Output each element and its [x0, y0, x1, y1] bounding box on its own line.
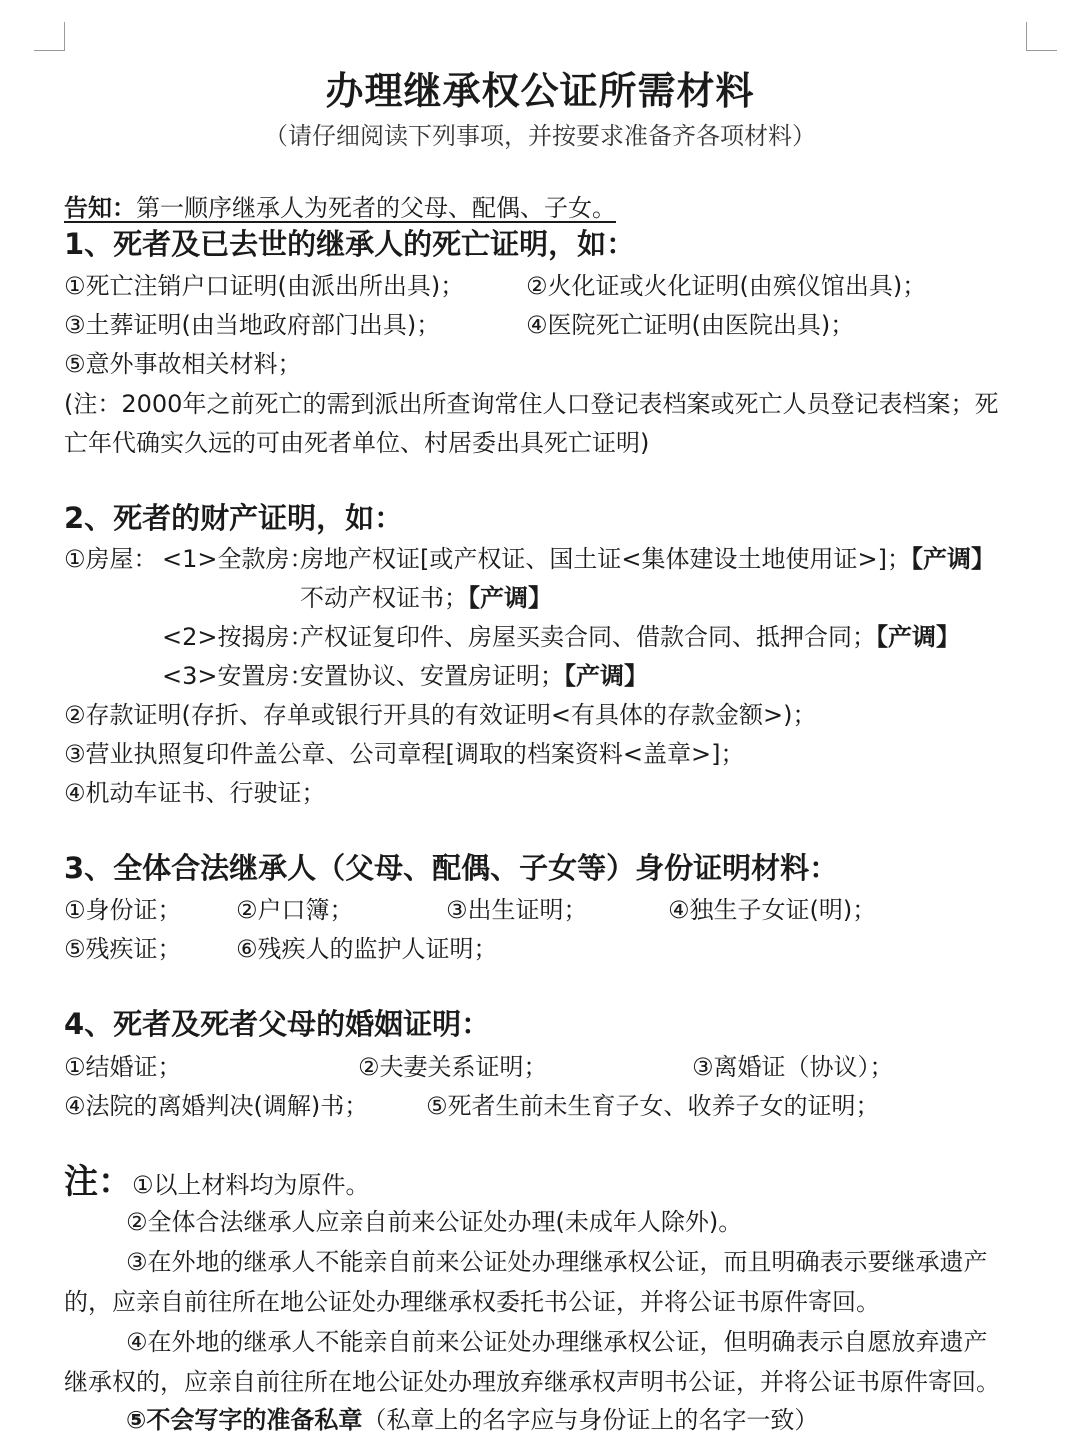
section1-heading: 1、死者及已去世的继承人的死亡证明，如：: [64, 227, 636, 261]
notes-label: 注：: [64, 1162, 132, 1202]
section4-item: ⑤死者生前未生育子女、收养子女的证明；: [426, 1092, 880, 1120]
section2-heading: 2、死者的财产证明，如：: [64, 501, 404, 535]
section1-note-line2: 亡年代确实久远的可由死者单位、村居委出具死亡证明): [64, 429, 650, 457]
note-4-line2: 继承权的，应亲自前往所在地公证处办理放弃继承权声明书公证，并将公证书原件寄回。: [64, 1368, 1000, 1396]
note-3-line2: 的，应亲自前往所在地公证处办理继承权委托书公证，并将公证书原件寄回。: [64, 1288, 880, 1316]
note-4-line1: ④在外地的继承人不能亲自前来公证处办理继承权公证，但明确表示自愿放弃遗产: [126, 1328, 988, 1356]
note-3-line1: ③在外地的继承人不能亲自前来公证处办理继承权公证，而且明确表示要继承遗产: [126, 1248, 988, 1276]
section4-heading: 4、死者及死者父母的婚姻证明：: [64, 1007, 491, 1041]
property-search-tag: 【产调】: [564, 662, 648, 690]
section2-item: ③营业执照复印件盖公章、公司章程[调取的档案资料<盖章>]；: [64, 740, 745, 768]
section2-item: ④机动车证书、行驶证；: [64, 779, 326, 807]
property-search-tag: 【产调】: [910, 545, 995, 573]
section3-item: ④独生子女证(明)；: [668, 896, 877, 924]
section3-item: ①身份证；: [64, 896, 182, 924]
section4-item: ①结婚证；: [64, 1053, 182, 1081]
note-1: ①以上材料均为原件。: [132, 1171, 370, 1199]
house-label: ①房屋：: [64, 545, 158, 573]
notes-first-line: [64, 1162, 370, 1205]
house-type-mortgage-text: [300, 621, 960, 653]
note-5-rest: （私章上的名字应与身份证上的名字一致）: [362, 1406, 819, 1434]
house-type-resettle-label: <3>安置房：: [162, 662, 314, 690]
house-full-docs-2: 不动产权证书；: [300, 584, 468, 612]
page-corner-mark-top-left: [34, 22, 65, 51]
note-5-bold: ⑤不会写字的准备私章: [126, 1406, 363, 1434]
section4-item: ②夫妻关系证明；: [358, 1053, 548, 1081]
house-type-full-text2: [300, 582, 552, 614]
property-search-tag: 【产调】: [468, 584, 552, 612]
note-5: [126, 1404, 818, 1436]
section3-item: ③出生证明；: [446, 896, 588, 924]
document-subtitle: （请仔细阅读下列事项，并按要求准备齐各项材料）: [264, 122, 816, 150]
section1-item: ⑤意外事故相关材料；: [64, 350, 302, 378]
house-type-resettle-text: [300, 660, 648, 692]
section2-item: ②存款证明(存折、存单或银行开具的有效证明<有具体的存款金额>)；: [64, 701, 817, 729]
section3-item: ⑤残疾证；: [64, 935, 182, 963]
house-full-docs: 房地产权证[或产权证、国土证<集体建设土地使用证>]；: [300, 545, 911, 573]
section3-item: ②户口簿；: [236, 896, 354, 924]
page-corner-mark-top-right: [1026, 22, 1057, 51]
section3-heading: 3、全体合法继承人（父母、配偶、子女等）身份证明材料：: [64, 851, 839, 885]
notice-text: 第一顺序继承人为死者的父母、配偶、子女。: [136, 194, 616, 222]
section1-item: ②火化证或火化证明(由殡仪馆出具)；: [526, 272, 927, 300]
house-type-mortgage-label: <2>按揭房：: [162, 623, 314, 651]
notice-line: [64, 192, 616, 224]
section3-item: ⑥残疾人的监护人证明；: [236, 935, 498, 963]
house-type-full-label: <1>全款房：: [162, 545, 314, 573]
section1-note-line1: (注：2000年之前死亡的需到派出所查询常住人口登记表档案或死亡人员登记表档案；死: [64, 390, 999, 418]
section1-item: ④医院死亡证明(由医院出具)；: [526, 311, 855, 339]
property-search-tag: 【产调】: [876, 623, 960, 651]
notice-label: 告知：: [64, 194, 136, 222]
note-2: ②全体合法继承人应亲自前来公证处办理(未成年人除外)。: [126, 1208, 743, 1236]
section1-item: ③土葬证明(由当地政府部门出具)；: [64, 311, 441, 339]
document-title: 办理继承权公证所需材料: [325, 69, 755, 113]
house-resettle-docs: 安置协议、安置房证明；: [300, 662, 564, 690]
section1-item: ①死亡注销户口证明(由派出所出具)；: [64, 272, 465, 300]
house-type-full-text: [300, 543, 995, 575]
section4-item: ④法院的离婚判决(调解)书；: [64, 1092, 369, 1120]
section4-item: ③离婚证（协议）；: [692, 1053, 894, 1081]
house-mortgage-docs: 产权证复印件、房屋买卖合同、借款合同、抵押合同；: [300, 623, 876, 651]
